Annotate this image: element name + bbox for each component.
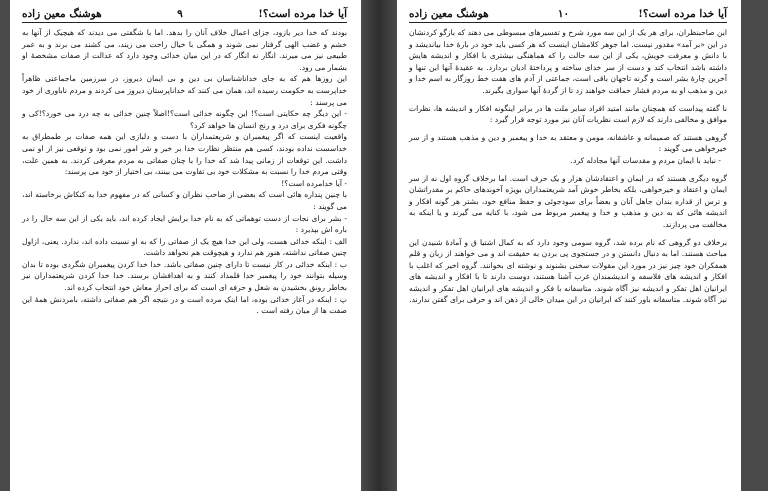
- right-page: [397, 0, 741, 491]
- paragraph: گروهی هستند که صمیمانه و عاشقانه، مومن و معتقد به خدا و پیغمبر و دین و مذهب هستند و از سر خیرخواهی می گویند :: [409, 132, 727, 154]
- page-body: [409, 27, 727, 306]
- page-header: [22, 8, 347, 23]
- page-body: [22, 27, 347, 317]
- paragraph: این صاحبنظران، برای هر یک از این سه مورد شرح و تفسیرهای مبسوطی می دهند که بازگو کردنشان در این «بر آمد» مقدور نیست. اما جوهر کلامشان اینست که هر کسی باید خود در بارهٔ خدا بیاندیشد و با دانش و معرفت خویش، یکی از این سه حالت را که هماهنگی بیشتری با افکار و اندیشه هایش داشته باشد انتخاب کند و دست از سر خدای ساخته و پرداختهٔ ادیان بردارد. به عقیدهٔ آنها این تنها و آخرین چارهٔ بشر است و گرنه تاجهان باقی است، جماعتی از آدم های هفت خط روزگار به اسم خدا و دین و مذهب او به مردم فشار حماقت خواهند زد تا از گردهٔ آنها سواری بگیرند.: [409, 28, 727, 95]
- page-header: [409, 8, 727, 23]
- paragraph: - آیا خدامرده است؟!: [281, 178, 347, 188]
- paragraph: پ : اینکه در آغاز خدائی بوده، اما اینک مرده است و در نتیجه اگر هم صفاتی داشته، بامردنش همهٔ این صفت ها از میان رفته است .: [22, 294, 347, 316]
- paragraph: - این دیگر چه حکایتی است؟! این چگونه خدائی است؟!اصلاً چنین خدائی به چه درد می خورد؟!کی و چگونه فکری برای درد و رنج انسان ها خواهد کرد؟: [22, 109, 347, 130]
- paragraph: بودند که خدا دیر یازود، جزای اعمال خلاف آنان را بدهد. اما با شگفتی می دیدند که هیچیک از آنها به خشم و غضب الهی گرفتار نمی شوند و همگی با خیال راحت می زیند، می کشند می برند و به عمر طبیعی نیز می میرند. انگار نه انگار که در این میان خدائی وجود دارد که عدالت از صفات مشخصهٔ او بشمار می رود.: [22, 28, 347, 72]
- author-name: هوشنگ معین زاده: [22, 8, 102, 20]
- author-name: هوشنگ معین زاده: [409, 8, 489, 20]
- paragraph: الف : اینکه خدائی هست، ولی این خدا هیچ یک از صفاتی را که به او نسبت داده اند، ندارد. یعنی، ازاول چنین صفاتی نداشته، هنوز هم ندارد و هیچوقت هم نخواهد داشت.: [22, 236, 347, 258]
- paragraph: این روزها هم که به جای خداناشناسان بی دین و بی ایمان دیروز، در سرزمین ماجماعتی ظاهراً خداپرست به حکومت رسیده اند، همان می کنند که خداناپرستان دیروز می کردند و مردم ناباوری از خود می پرسند :: [22, 74, 347, 107]
- paragraph: - نباید با ایمان مردم و مقدسات آنها مجادله کرد.: [570, 155, 721, 165]
- page-number: ۹: [177, 8, 183, 20]
- paragraph: با چنین پنداره هائی است که بعضی از صاحب نظران و کسانی که در مفهوم خدا به کنکاش برخاسته اند، می گویند :: [22, 190, 347, 211]
- paragraph: نا گفته پیداست که همچنان مانند امتید افراد سایر ملت ها در برابر اینگونه افکار و اندیشه ها، نظرات موافق و مخالفی دارند که لازم است نظریات آنان نیز مورد توجه قرار گیرد :: [409, 103, 727, 125]
- gutter-shadow: [361, 0, 397, 491]
- book-title: آیا خدا مرده است؟!: [638, 8, 727, 20]
- page-number: ۱۰: [557, 8, 570, 20]
- paragraph: گروه دیگری هستند که در ایمان و اعتقادشان هزار و یک حرف است. اما برخلاف گروه اول نه از سر ایمان و اعتقاد و خیرخواهی، بلکه بخاطر خوش آمد شریعتمداران بویژه آخوندهای حاکم بر مقدراتشان و ترس از قداره بندان جاهل آنان و بعضاً برای سودجوئی و حفظ منافع خود، بشتر هر گونه افکار و اندیشه هائی که به دین و مذهب و خدا و پیغمبر مربوط می شود، با کنایه می گیرند و یا اینکه به مخالفت می پردازند.: [409, 173, 727, 229]
- paragraph: ب : اینکه خدائی در کار نیست تا دارای چنین صفاتی باشد. خدا خدا کردن پیغمبران شگردی بوده تا بدان وسیله بتوانند خود را پیغمبر خدا قلمداد کنند و به اهدافشان برسند. خدا خدا کردن شریعتمداران نیز بخاطر رونق بخشیدن به شغل و حرفه ای است که برای احراز معاش خود انتخاب کرده اند.: [22, 259, 347, 293]
- left-page: [10, 0, 361, 491]
- paragraph: - بشر برای نجات از دست توهماتی که به نام خدا برایش ایجاد کرده اند، باید یکی از این سه حال را در باره اش بپذیرد :: [22, 213, 347, 235]
- paragraph: برخلاف دو گروهی که نام برده شد، گروه سومی وجود دارد که به کمال اشتیا ق و آمادهٔ شنیدن این مباحث هستند. اما به دنبال دانستن و در جستجوی پی بردن به حقیقت اند و می خواهند از زبان و قلم همفکران خود چیز نیز در مورد این مقولات سخنی بشنوند و نوشته ای بخوانند. گروه اخیر که اغلب با افکار و اندیشه های فلاسفه و اندیشمندان غرب آشنا هستند، دوست دارند تا با افکار و اندیشه های ایرانیان اهل تفکر و اندیشه نیز آگاه شوند. متاسفانه با فکر و اندیشه های ایرانیان اهل تفکر و اندیشه نیز آگاه شوند. متاسفانه باور کنند که ایرانیان در این میدان خالی از ذهن اند و حرفی برای گفتن ندارند.: [409, 237, 727, 305]
- book-title: آیا خدا مرده است؟!: [258, 8, 347, 20]
- paragraph: واقعیت اینست که اگر پیغمبران و شریعتمداران با دست و دلبازی این همه صفات بر طمطراق به خداسست نداده بودند، کسی هم منتظر نظارت خدا بر خیر و شر امور نمی بود و توقعی نیز از او نمی داشت. این توقعات از زمانی پیدا شد که خدا را با چنان صفاتی به مردم معرفی کردند. به همین علت، وقتی مردم خدا را نسبت به مشکلات خود بی تفاوت می بینند، بی اختیار از خود می پرسند:: [22, 132, 347, 177]
